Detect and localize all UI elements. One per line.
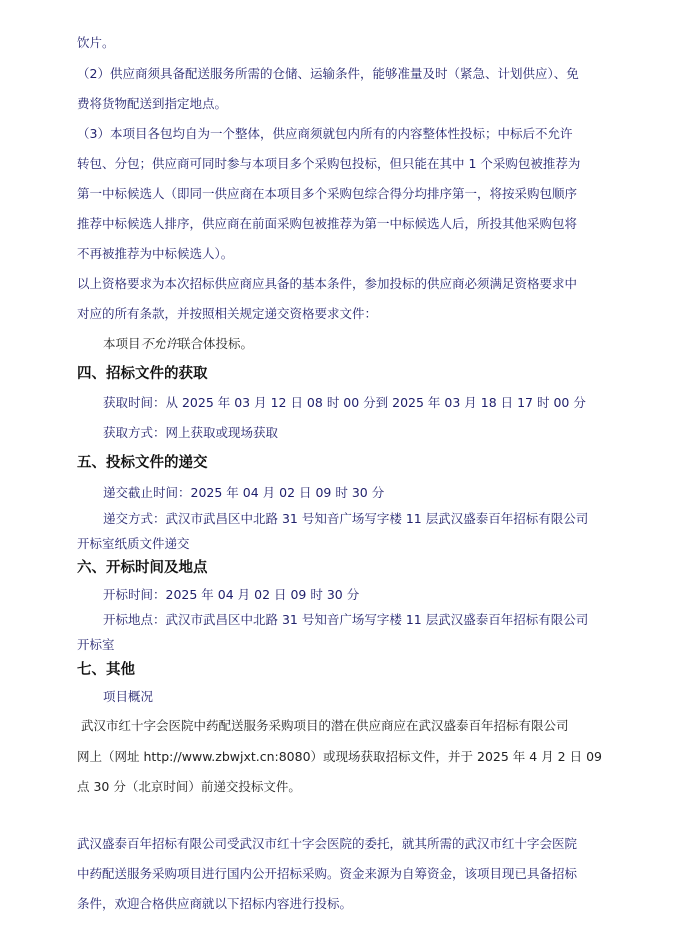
paragraph-3-line-1: （3）本项目各包均自为一个整体，供应商须就包内所有的内容整体性投标；中标后不允许 <box>77 126 573 141</box>
section-heading-5: 五、投标文件的递交 <box>77 455 208 471</box>
submission-deadline: 递交截止时间：2025 年 04 月 02 日 09 时 30 分 <box>103 485 385 500</box>
paragraph-3-line-3: 第一中标候选人（即同一供应商在本项目多个采购包综合得分均排序第一，将按采购包顺序 <box>77 186 578 201</box>
section-heading-6: 六、开标时间及地点 <box>77 560 208 576</box>
paragraph-3-line-5: 不再被推荐为中标候选人）。 <box>77 246 234 261</box>
overview-line-3: 点 30 分（北京时间）前递交投标文件。 <box>77 779 301 794</box>
section-heading-4: 四、招标文件的获取 <box>77 366 208 382</box>
consortium-line <box>103 336 253 352</box>
section-heading-7: 七、其他 <box>77 662 135 678</box>
consortium-prefix: 本项目 <box>103 336 141 351</box>
paragraph-intro-end: 饮片。 <box>77 35 115 50</box>
paragraph-3-line-4: 推荐中标候选人排序，供应商在前面采购包被推荐为第一中标候选人后，所投其他采购包将 <box>77 216 578 231</box>
consortium-value: 不允许 <box>140 336 179 351</box>
project-overview-label: 项目概况 <box>103 689 154 704</box>
submission-method-line-1: 递交方式：武汉市武昌区中北路 31 号知音广场写字楼 11 层武汉盛泰百年招标有限公司 <box>103 511 589 526</box>
paragraph-2-line-1: （2）供应商须具备配送服务所需的仓储、运输条件，能够准量及时（紧急、计划供应）、免 <box>77 66 579 81</box>
entrustment-line-1: 武汉盛泰百年招标有限公司受武汉市红十字会医院的委托，就其所需的武汉市红十字会医院 <box>77 836 578 851</box>
entrustment-line-3: 条件，欢迎合格供应商就以下招标内容进行投标。 <box>77 896 353 911</box>
opening-place-line-1: 开标地点：武汉市武昌区中北路 31 号知音广场写字楼 11 层武汉盛泰百年招标有限公司 <box>103 612 589 627</box>
obtain-time: 获取时间：从 2025 年 03 月 12 日 08 时 00 分到 2025 年 03 月 18 日 17 时 00 分 <box>103 395 586 410</box>
opening-time: 开标时间：2025 年 04 月 02 日 09 时 30 分 <box>103 587 360 602</box>
paragraph-2-line-2: 费将货物配送到指定地点。 <box>77 96 228 111</box>
submission-method-line-2: 开标室纸质文件递交 <box>77 536 190 551</box>
overview-line-2: 网上（网址 http://www.zbwjxt.cn:8080）或现场获取招标文件，并于 2025 年 4 月 2 日 09 <box>77 749 602 764</box>
paragraph-4-line-2: 对应的所有条款，并按照相关规定递交资格要求文件： <box>77 306 378 321</box>
overview-line-1: 武汉市红十字会医院中药配送服务采购项目的潜在供应商应在武汉盛泰百年招标有限公司 <box>81 718 569 733</box>
consortium-suffix: 联合体投标。 <box>178 336 254 351</box>
paragraph-3-line-2: 转包、分包；供应商可同时参与本项目多个采购包投标，但只能在其中 1 个采购包被推荐为 <box>77 156 581 171</box>
obtain-method: 获取方式：网上获取或现场获取 <box>103 425 279 440</box>
entrustment-line-2: 中药配送服务采购项目进行国内公开招标采购。资金来源为自筹资金，该项目现已具备招标 <box>77 866 578 881</box>
paragraph-4-line-1: 以上资格要求为本次招标供应商应具备的基本条件，参加投标的供应商必须满足资格要求中 <box>77 276 578 291</box>
opening-place-line-2: 开标室 <box>77 637 115 652</box>
